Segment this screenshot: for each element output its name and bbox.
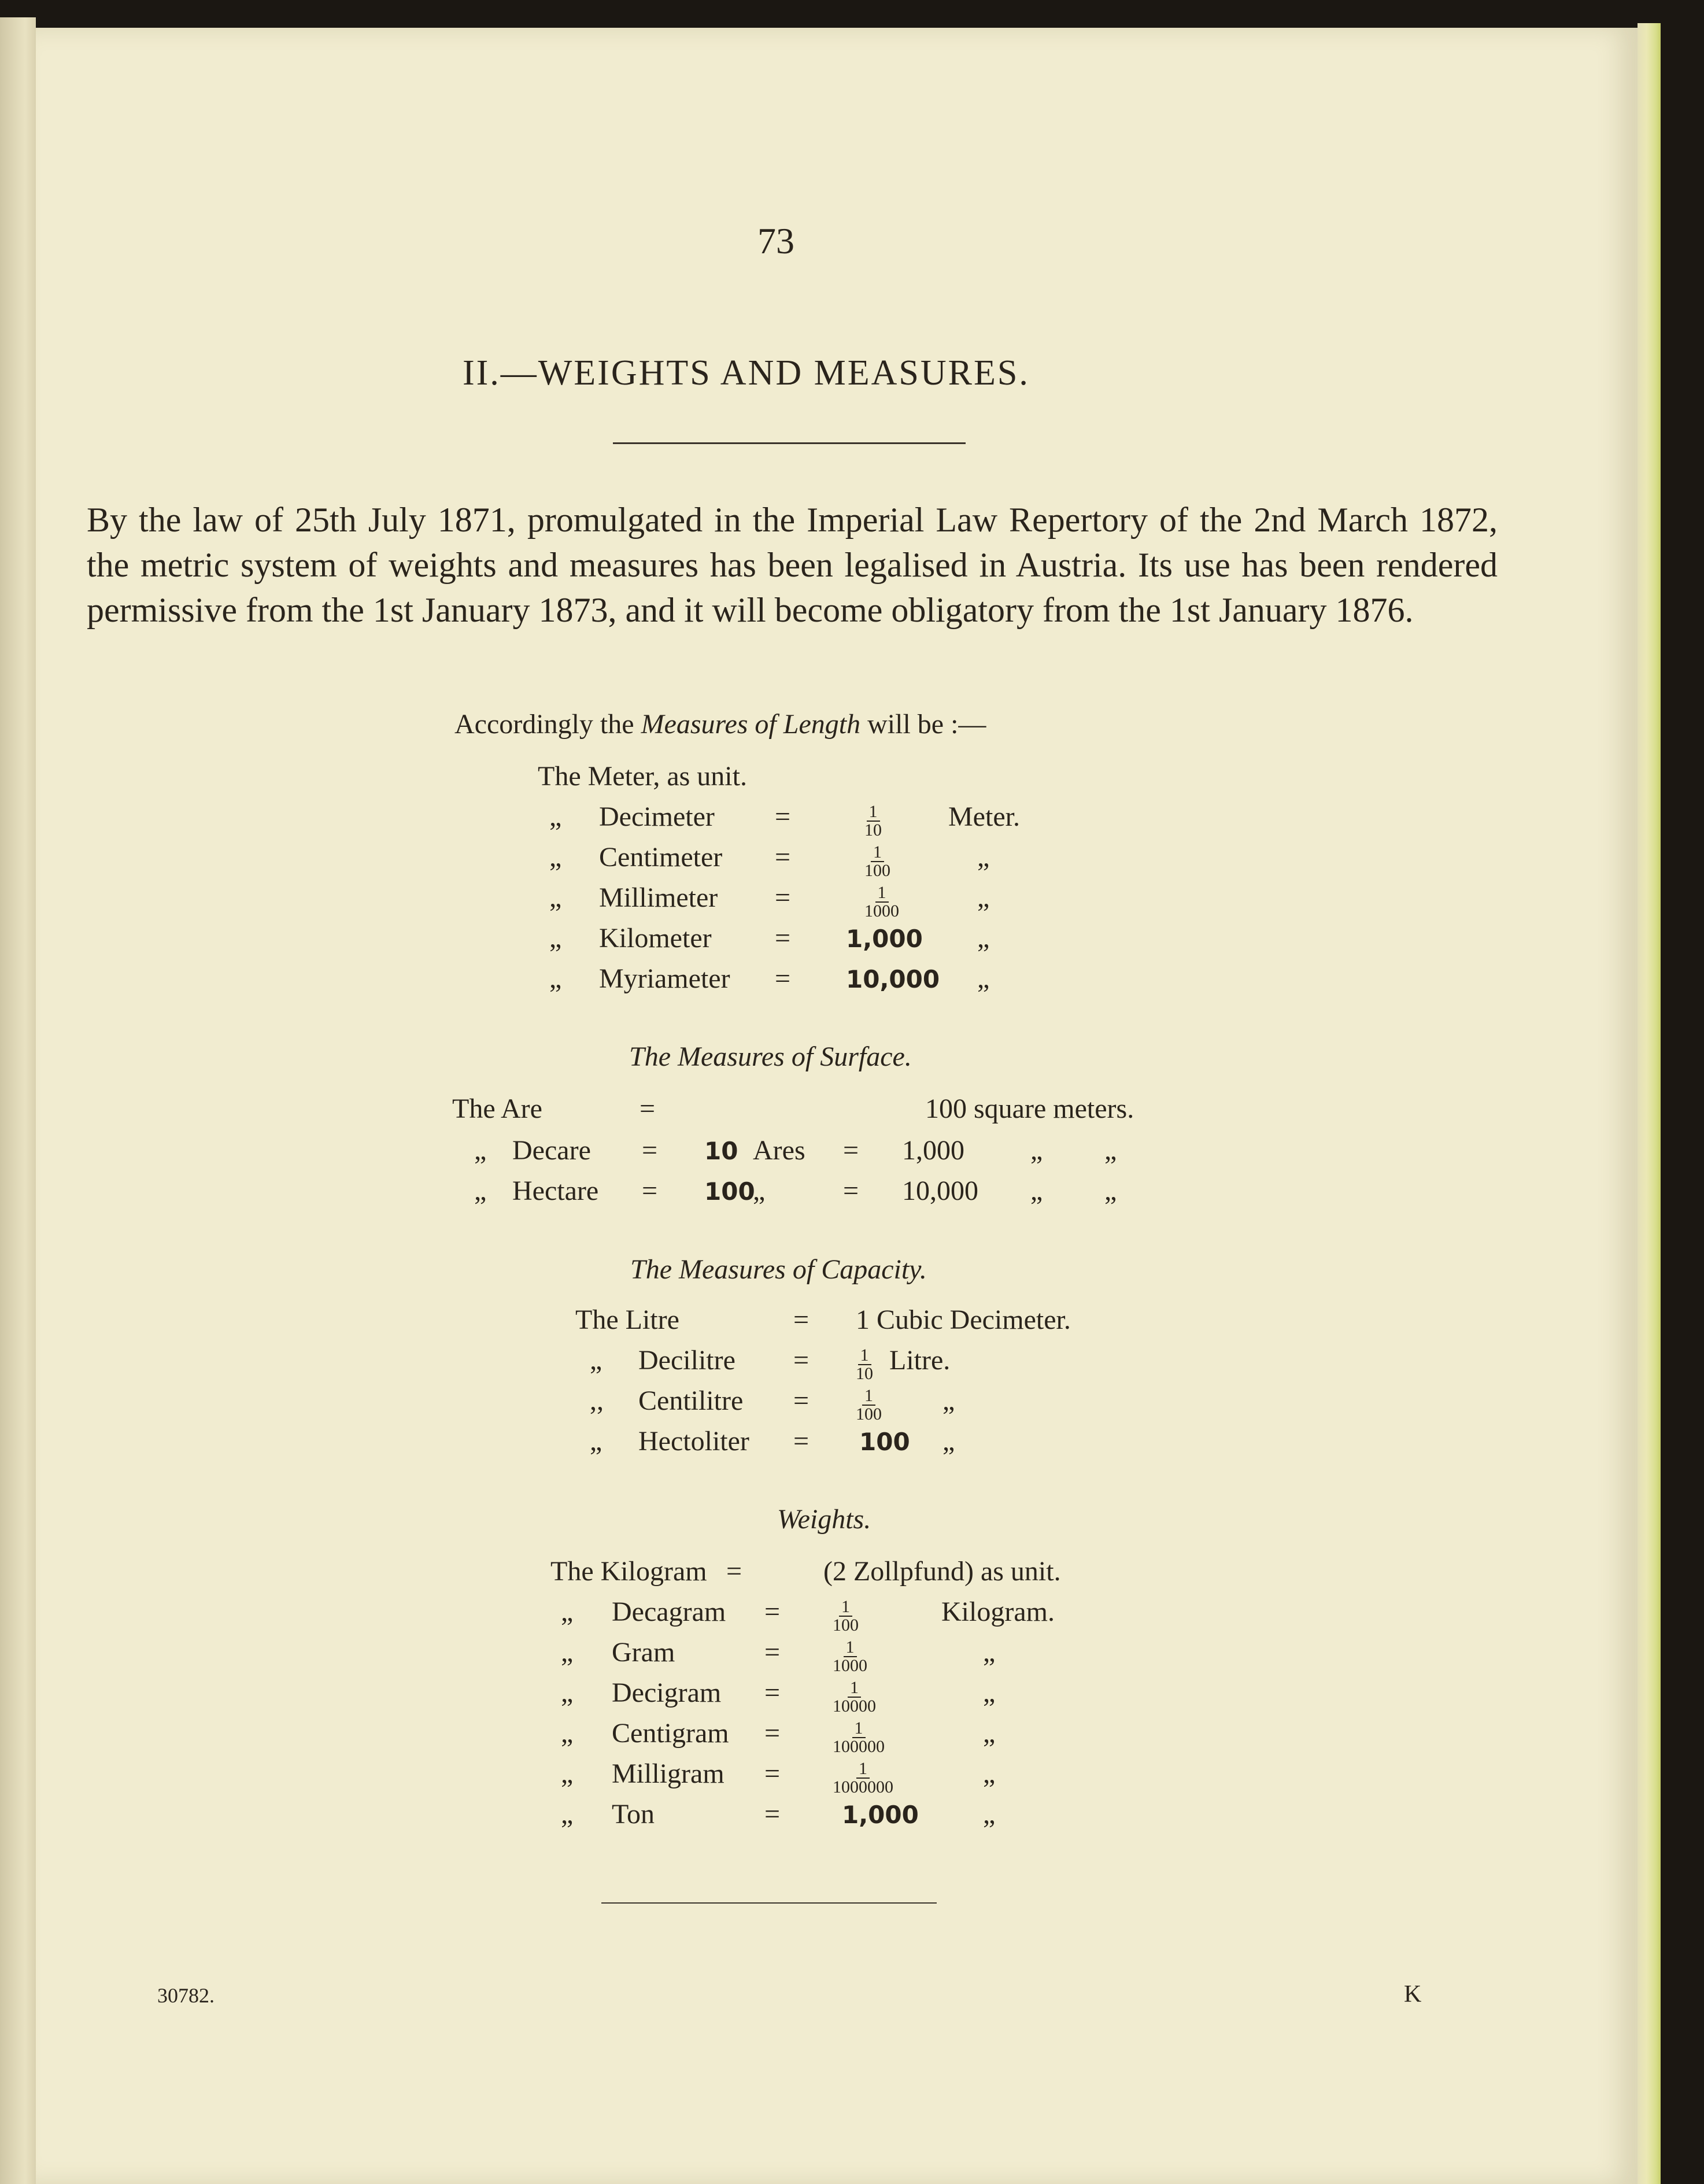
capacity-fraction-numerator: 1	[858, 1347, 871, 1365]
weights-fraction-numerator: 1	[839, 1598, 852, 1617]
capacity-unit-name: Hectoliter	[638, 1426, 749, 1457]
length-value: 1,000	[846, 925, 923, 953]
length-fraction-numerator: 1	[875, 884, 889, 903]
capacity-unit: Litre.	[889, 1345, 951, 1376]
length-unit-name: Myriameter	[599, 963, 730, 994]
weights-unit-name: Ton	[612, 1799, 655, 1830]
weights-eq: =	[764, 1758, 781, 1789]
length-fraction-denominator: 10	[864, 821, 882, 840]
surface-word: „	[753, 1176, 766, 1206]
are-eq: =	[640, 1093, 656, 1124]
length-value: 10,000	[846, 965, 940, 993]
weights-fraction-numerator: 1	[844, 1639, 857, 1657]
surface-count: 10	[704, 1137, 738, 1165]
weights-unit-name: Gram	[612, 1637, 675, 1668]
length-fraction	[864, 884, 899, 920]
length-eq: =	[775, 882, 791, 913]
capacity-ditto-unit: „	[942, 1426, 955, 1457]
length-eq: =	[775, 801, 791, 832]
capacity-ditto: „	[590, 1426, 603, 1457]
intro-paragraph: By the law of 25th July 1871, promulgated in the Imperial Law Repertory of the 2nd March 1872, the metric system of weights and measures has been legalised in Austria. Its use has been rendered permissive from the 1st January 1873, and it will become obligatory from the 1st January 1876.	[87, 501, 1498, 629]
weights-fraction-denominator: 1000	[833, 1656, 867, 1675]
weights-ditto: „	[561, 1718, 574, 1749]
length-unit: Meter.	[948, 801, 1020, 832]
page-number: 73	[757, 220, 794, 261]
weights-fraction-numerator: 1	[848, 1679, 861, 1698]
capacity-fraction-denominator: 10	[856, 1364, 873, 1383]
surface-eq: =	[642, 1176, 658, 1206]
surface-value: 10,000	[902, 1176, 978, 1206]
length-ditto-unit: „	[977, 923, 990, 954]
capacity-fraction-numerator: 1	[862, 1387, 875, 1406]
length-eq: =	[775, 842, 791, 873]
length-eq: =	[775, 963, 791, 994]
capacity-eq: =	[793, 1426, 810, 1457]
length-ditto: „	[549, 842, 562, 873]
capacity-eq: =	[793, 1345, 810, 1376]
capacity-fraction	[856, 1387, 882, 1423]
capacity-ditto: ,,	[590, 1385, 604, 1416]
weights-unit: Kilogram.	[941, 1597, 1055, 1627]
surface-ditto-2: „	[1104, 1176, 1117, 1206]
surface-unit-name: Decare	[512, 1135, 591, 1166]
weights-fraction-denominator: 10000	[833, 1697, 876, 1716]
weights-fraction-numerator: 1	[852, 1720, 866, 1738]
bottom-rule	[601, 1902, 937, 1904]
litre-eq: =	[793, 1305, 810, 1335]
length-ditto: „	[549, 923, 562, 954]
surface-ditto-1: „	[1030, 1176, 1043, 1206]
capacity-ditto-unit: „	[942, 1385, 955, 1416]
weights-title: Weights.	[777, 1504, 871, 1535]
capacity-title: The Measures of Capacity.	[630, 1254, 927, 1285]
surface-ditto: „	[474, 1176, 487, 1206]
surface-ditto-2: „	[1104, 1135, 1117, 1166]
capacity-value: 100	[859, 1428, 910, 1456]
length-ditto-unit: „	[977, 963, 990, 994]
capacity-eq: =	[793, 1385, 810, 1416]
kilogram-value: (2 Zollpfund) as unit.	[823, 1556, 1061, 1587]
length-unit-name: Centimeter	[599, 842, 723, 873]
heading-rule	[613, 442, 966, 444]
weights-ditto-unit: „	[983, 1718, 996, 1749]
length-fraction-denominator: 1000	[864, 901, 899, 921]
left-page-edge	[0, 17, 36, 2184]
capacity-fraction-denominator: 100	[856, 1405, 882, 1424]
length-unit-name: Kilometer	[599, 923, 712, 954]
weights-ditto: „	[561, 1637, 574, 1668]
weights-fraction	[833, 1760, 893, 1796]
surface-ditto-1: „	[1030, 1135, 1043, 1166]
weights-unit-name: Centigram	[612, 1718, 729, 1749]
length-ditto-unit: „	[977, 882, 990, 913]
are-name: The Are	[452, 1093, 542, 1124]
weights-fraction-denominator: 100000	[833, 1737, 885, 1756]
signature-mark: 30782.	[157, 1984, 215, 2007]
weights-fraction-denominator: 100	[833, 1616, 859, 1635]
weights-ditto: „	[561, 1677, 574, 1708]
surface-title: The Measures of Surface.	[629, 1041, 912, 1072]
capacity-unit-name: Decilitre	[638, 1345, 735, 1376]
weights-ditto-unit: „	[983, 1637, 996, 1668]
weights-fraction-denominator: 1000000	[833, 1777, 893, 1797]
weights-eq: =	[764, 1637, 781, 1668]
meter-unit-line: The Meter, as unit.	[538, 761, 747, 792]
weights-ditto-unit: „	[983, 1758, 996, 1789]
page	[36, 28, 1638, 2184]
length-ditto: „	[549, 963, 562, 994]
weights-unit-name: Decagram	[612, 1597, 726, 1627]
surface-ditto: „	[474, 1135, 487, 1166]
surface-eq: =	[642, 1135, 658, 1166]
weights-fraction-numerator: 1	[856, 1760, 870, 1779]
weights-ditto-unit: „	[983, 1799, 996, 1830]
length-ditto-unit: „	[977, 842, 990, 873]
capacity-unit-name: Centilitre	[638, 1385, 744, 1416]
sheet-letter: K	[1404, 1981, 1422, 2008]
length-ditto: „	[549, 882, 562, 913]
length-intro-suffix: will be :—	[867, 709, 986, 740]
weights-fraction	[833, 1679, 876, 1715]
are-value: 100 square meters.	[925, 1093, 1134, 1124]
kilogram-name: The Kilogram	[550, 1556, 707, 1587]
length-fraction-denominator: 100	[864, 861, 890, 880]
litre-name: The Litre	[575, 1305, 679, 1335]
capacity-fraction	[856, 1347, 873, 1383]
weights-eq: =	[764, 1799, 781, 1830]
surface-word: Ares	[753, 1135, 805, 1166]
length-fraction-numerator: 1	[871, 844, 884, 862]
capacity-ditto: „	[590, 1345, 603, 1376]
length-intro-italic: Measures of Length	[641, 709, 861, 740]
weights-fraction	[833, 1639, 867, 1675]
weights-eq: =	[764, 1718, 781, 1749]
length-eq: =	[775, 923, 791, 954]
surface-count: 100	[704, 1177, 755, 1206]
surface-unit-name: Hectare	[512, 1176, 599, 1206]
litre-value: 1 Cubic Decimeter.	[856, 1305, 1071, 1335]
length-intro	[454, 708, 986, 740]
section-heading: II.—WEIGHTS AND MEASURES.	[463, 353, 1030, 393]
kilogram-eq: =	[726, 1556, 742, 1587]
length-fraction-numerator: 1	[867, 803, 880, 822]
weights-unit-name: Milligram	[612, 1758, 725, 1789]
weights-fraction	[833, 1598, 859, 1634]
weights-unit-name: Decigram	[612, 1677, 722, 1708]
weights-value: 1,000	[842, 1801, 919, 1829]
weights-eq: =	[764, 1677, 781, 1708]
length-unit-name: Decimeter	[599, 801, 715, 832]
weights-ditto: „	[561, 1758, 574, 1789]
length-ditto: „	[549, 801, 562, 832]
surface-eq2: =	[843, 1176, 859, 1206]
weights-ditto-unit: „	[983, 1677, 996, 1708]
length-intro-prefix: Accordingly the	[454, 709, 634, 740]
weights-ditto: „	[561, 1799, 574, 1830]
weights-eq: =	[764, 1597, 781, 1627]
surface-value: 1,000	[902, 1135, 964, 1166]
length-fraction	[864, 844, 890, 879]
length-unit-name: Millimeter	[599, 882, 718, 913]
right-page-edge	[1638, 23, 1661, 2184]
weights-ditto: „	[561, 1597, 574, 1627]
length-fraction	[864, 803, 882, 839]
weights-fraction	[833, 1720, 885, 1756]
surface-eq2: =	[843, 1135, 859, 1166]
